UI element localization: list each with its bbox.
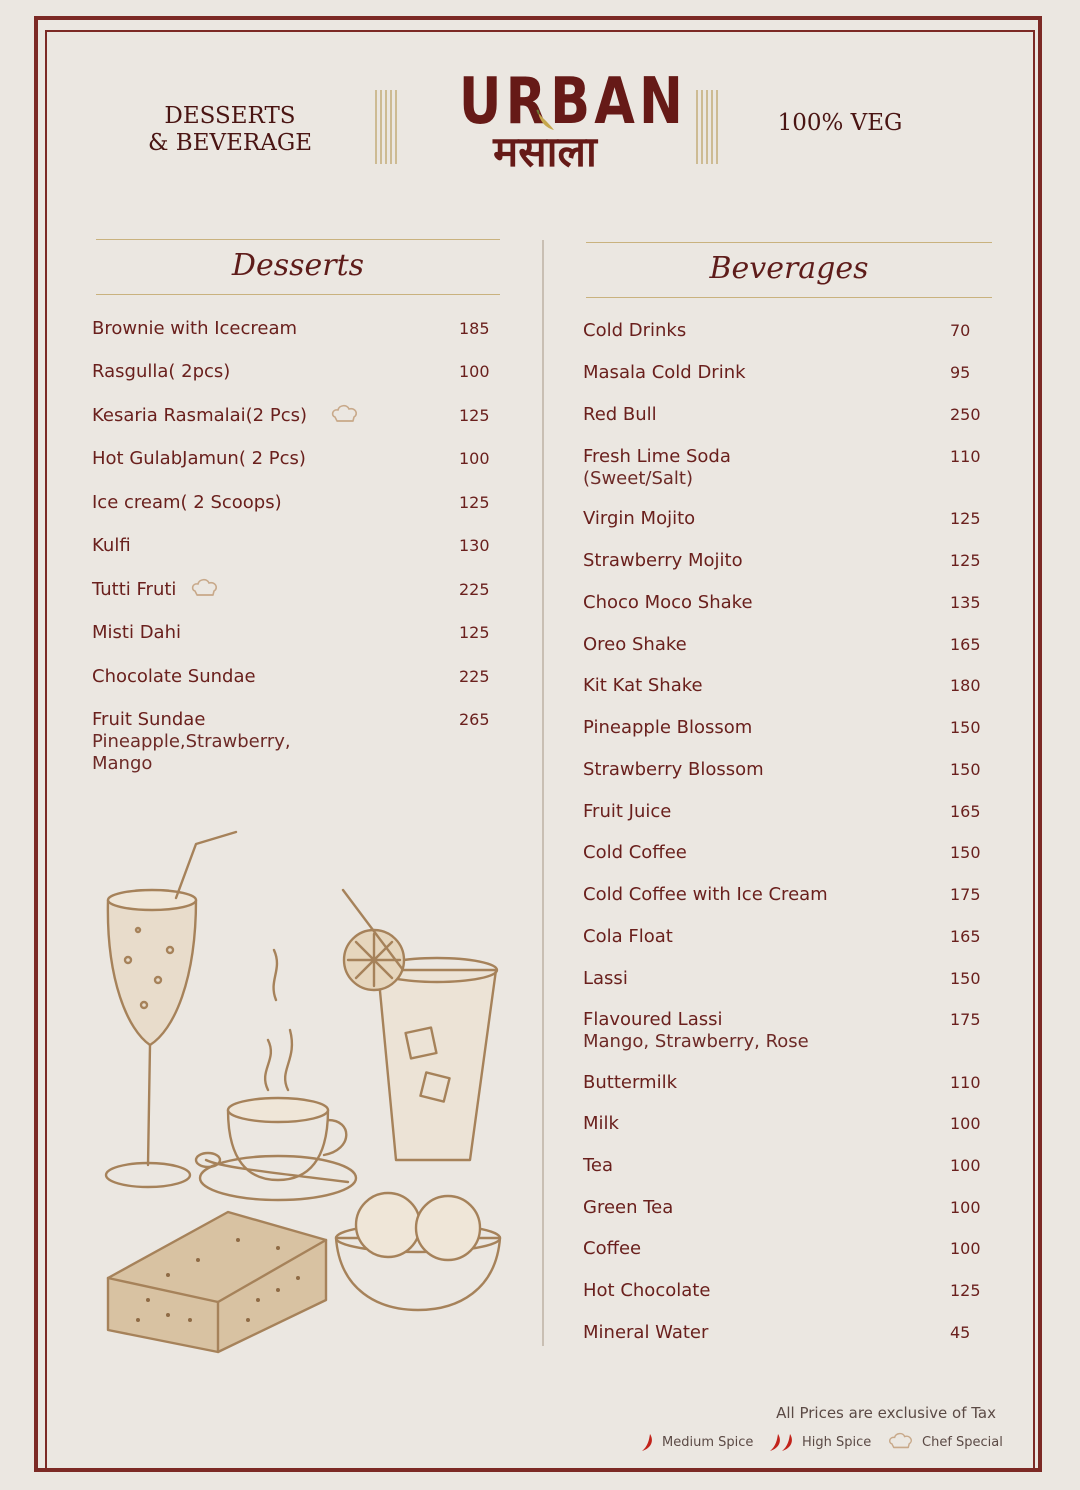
chef-hat-icon — [330, 404, 360, 426]
dessert-item: Fruit Sundae Pineapple,Strawberry, Mango — [92, 709, 291, 774]
beverage-item: Lassi — [583, 968, 628, 989]
dessert-item: Kesaria Rasmalai(2 Pcs) — [92, 405, 308, 426]
legend-medium-spice — [640, 1432, 753, 1452]
beverages-heading: Beverages — [586, 242, 992, 298]
beverage-price: 165 — [950, 927, 981, 946]
beverage-price: 180 — [950, 676, 981, 695]
dessert-item: Kulfi — [92, 535, 131, 556]
beverage-description: (Sweet/Salt) — [583, 468, 693, 489]
dessert-price: 125 — [459, 493, 490, 512]
chili-icon — [640, 1432, 656, 1452]
beverage-item: Masala Cold Drink — [583, 362, 746, 383]
beverage-item: Kit Kat Shake — [583, 675, 703, 696]
beverage-price: 110 — [950, 447, 981, 466]
beverage-description: Mango, Strawberry, Rose — [583, 1031, 809, 1052]
chili-icon — [532, 108, 558, 134]
beverage-item: Red Bull — [583, 404, 657, 425]
beverage-price: 110 — [950, 1073, 981, 1092]
beverage-item: Milk — [583, 1113, 619, 1134]
column-divider — [542, 240, 544, 1346]
beverage-item: Pineapple Blossom — [583, 717, 753, 738]
beverage-item: Virgin Mojito — [583, 508, 696, 529]
beverage-price: 150 — [950, 843, 981, 862]
beverage-item: Fruit Juice — [583, 801, 672, 822]
beverage-price: 100 — [950, 1198, 981, 1217]
beverage-price: 70 — [950, 321, 971, 340]
tax-note: All Prices are exclusive of Tax — [776, 1404, 996, 1422]
brand-name-hindi: मसाला — [493, 127, 597, 176]
dessert-price: 225 — [459, 667, 490, 686]
dessert-item: Misti Dahi — [92, 622, 181, 643]
dessert-price: 100 — [459, 449, 490, 468]
legend-chef-label: Chef Special — [922, 1434, 1003, 1450]
dessert-description: Pineapple,Strawberry, — [92, 731, 291, 752]
legend-high-label: High Spice — [802, 1434, 872, 1450]
dessert-description: Mango — [92, 753, 153, 774]
beverage-item: Cold Coffee with Ice Cream — [583, 884, 828, 905]
brand-name-english: URBAN — [458, 65, 687, 139]
beverage-item: Oreo Shake — [583, 634, 687, 655]
beverage-price: 100 — [950, 1239, 981, 1258]
legend-high-spice — [768, 1432, 871, 1452]
section-line-2: & BEVERAGE — [148, 130, 312, 156]
decorative-lines — [375, 90, 399, 164]
beverage-price: 150 — [950, 969, 981, 988]
beverage-item: Fresh Lime Soda (Sweet/Salt) — [583, 446, 731, 489]
beverage-item: Flavoured Lassi Mango, Strawberry, Rose — [583, 1009, 809, 1052]
legend-medium-label: Medium Spice — [662, 1434, 754, 1450]
beverage-price: 125 — [950, 509, 981, 528]
beverage-price: 100 — [950, 1156, 981, 1175]
beverage-item: Cold Drinks — [583, 320, 687, 341]
dessert-price: 125 — [459, 623, 490, 642]
dessert-item: Rasgulla( 2pcs) — [92, 361, 231, 382]
dessert-item: Hot GulabJamun( 2 Pcs) — [92, 448, 306, 469]
beverage-item: Choco Moco Shake — [583, 592, 753, 613]
decorative-lines — [696, 90, 720, 164]
legend-chef-special — [886, 1432, 1003, 1452]
food-drinks-illustration — [78, 820, 518, 1360]
dessert-price: 265 — [459, 710, 490, 729]
beverage-item: Buttermilk — [583, 1072, 677, 1093]
beverage-item: Strawberry Blossom — [583, 759, 764, 780]
chef-hat-icon — [190, 578, 220, 600]
double-chili-icon — [768, 1432, 796, 1452]
beverage-price: 125 — [950, 1281, 981, 1300]
beverage-price: 175 — [950, 1010, 981, 1029]
beverage-price: 45 — [950, 1323, 971, 1342]
beverage-price: 165 — [950, 635, 981, 654]
desserts-heading: Desserts — [96, 239, 500, 295]
chef-hat-icon — [886, 1432, 916, 1452]
beverage-price: 150 — [950, 760, 981, 779]
dessert-item: Brownie with Icecream — [92, 318, 298, 339]
beverage-item: Hot Chocolate — [583, 1280, 711, 1301]
beverage-item: Tea — [583, 1155, 614, 1176]
beverage-item: Mineral Water — [583, 1322, 709, 1343]
menu-section-title — [130, 103, 330, 157]
beverage-price: 165 — [950, 802, 981, 821]
dessert-item: Chocolate Sundae — [92, 666, 256, 687]
beverage-price: 125 — [950, 551, 981, 570]
beverage-price: 95 — [950, 363, 971, 382]
dessert-price: 185 — [459, 319, 490, 338]
section-line-1: DESSERTS — [164, 103, 296, 129]
beverage-item: Strawberry Mojito — [583, 550, 743, 571]
beverage-price: 175 — [950, 885, 981, 904]
beverage-item: Coffee — [583, 1238, 642, 1259]
dessert-item: Ice cream( 2 Scoops) — [92, 492, 282, 513]
brand-logo — [440, 65, 687, 176]
beverage-price: 150 — [950, 718, 981, 737]
dessert-price: 225 — [459, 580, 490, 599]
beverage-price: 250 — [950, 405, 981, 424]
dessert-price: 125 — [459, 406, 490, 425]
dessert-price: 100 — [459, 362, 490, 381]
beverage-item: Cola Float — [583, 926, 673, 947]
dessert-item: Tutti Fruti — [92, 579, 177, 600]
beverage-item: Green Tea — [583, 1197, 674, 1218]
beverage-price: 100 — [950, 1114, 981, 1133]
veg-label: 100% VEG — [777, 110, 903, 136]
beverage-price: 135 — [950, 593, 981, 612]
beverage-item: Cold Coffee — [583, 842, 687, 863]
dessert-price: 130 — [459, 536, 490, 555]
